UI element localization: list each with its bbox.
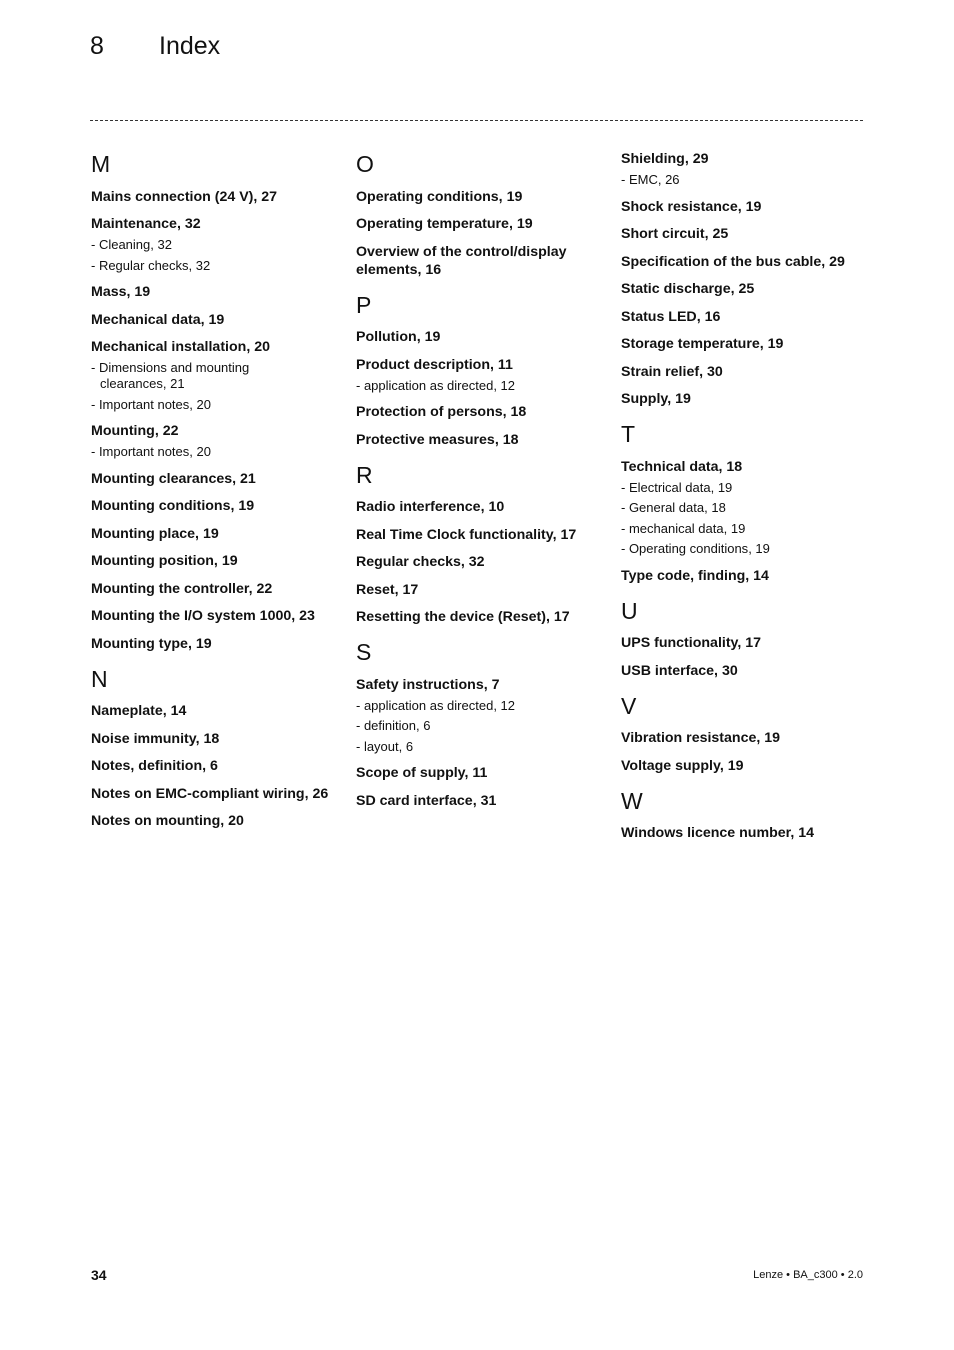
index-entry-page[interactable]: , 22 bbox=[249, 581, 273, 597]
index-entry-term: Radio interference bbox=[356, 499, 481, 515]
index-subentry-page[interactable]: , 20 bbox=[189, 397, 211, 412]
index-entry-page[interactable]: , 19 bbox=[214, 553, 238, 569]
index-entry-page[interactable]: , 29 bbox=[685, 151, 709, 167]
index-entry[interactable] bbox=[91, 552, 331, 570]
index-entry[interactable] bbox=[621, 757, 871, 775]
index-entry-term: Shielding bbox=[621, 151, 685, 167]
index-entry-term: Notes, definition bbox=[91, 758, 203, 774]
index-entry[interactable] bbox=[621, 824, 871, 842]
chapter-title: Index bbox=[159, 32, 221, 60]
index-entry-term: Mass bbox=[91, 284, 127, 300]
index-group bbox=[356, 150, 601, 279]
index-entry-term: Supply bbox=[621, 391, 668, 407]
index-entry-page[interactable]: , 17 bbox=[546, 609, 570, 625]
index-subentry[interactable] bbox=[621, 500, 871, 516]
index-entry[interactable] bbox=[621, 662, 871, 680]
index-entry-term: Mounting place bbox=[91, 525, 196, 542]
index-entry-term: Storage temperature bbox=[621, 336, 760, 352]
index-entry[interactable] bbox=[356, 764, 601, 782]
index-entry-page[interactable]: , 10 bbox=[481, 499, 505, 515]
index-entry[interactable] bbox=[621, 335, 871, 353]
index-entry-term: Mounting conditions bbox=[91, 498, 231, 514]
index-entry[interactable] bbox=[621, 567, 871, 585]
index-subentry-page[interactable]: , 12 bbox=[493, 698, 515, 713]
index-entry-term: Maintenance bbox=[91, 216, 177, 232]
index-entry-term: Type code, finding bbox=[621, 567, 746, 584]
index-group bbox=[356, 638, 601, 810]
index-entry-term: Mounting type bbox=[91, 635, 188, 652]
index-subentry-page[interactable]: , 19 bbox=[711, 480, 733, 495]
index-entry[interactable] bbox=[91, 283, 331, 301]
index-subentry[interactable] bbox=[356, 378, 601, 394]
index-subentry-term: - General data bbox=[621, 500, 705, 515]
index-entry[interactable] bbox=[621, 634, 871, 652]
index-subentry-term: - mechanical data bbox=[621, 520, 724, 536]
index-entry-page[interactable]: , 26 bbox=[305, 786, 329, 802]
index-letter-heading: N bbox=[91, 665, 108, 692]
index-entry-term: Mains connection (24 V) bbox=[91, 188, 254, 205]
index-entry-page[interactable]: , 18 bbox=[196, 731, 220, 747]
index-entry[interactable] bbox=[91, 422, 331, 440]
index-group bbox=[91, 150, 331, 653]
index-group bbox=[621, 150, 871, 408]
index-entry-term: Status LED bbox=[621, 308, 697, 325]
index-entry[interactable] bbox=[356, 431, 601, 449]
index-entry-page[interactable]: , 23 bbox=[291, 608, 315, 624]
index-entry-term: Product description bbox=[356, 356, 491, 373]
index-entry[interactable] bbox=[621, 198, 871, 216]
index-subentry[interactable] bbox=[91, 397, 331, 413]
index-entry-term: Nameplate bbox=[91, 703, 163, 719]
index-subentry[interactable] bbox=[91, 444, 331, 460]
index-subentry[interactable] bbox=[91, 237, 331, 253]
index-entry-page[interactable]: , 19 bbox=[756, 730, 780, 746]
index-entry-page[interactable]: , 19 bbox=[417, 329, 441, 345]
index-entry-page[interactable]: , 19 bbox=[230, 498, 254, 514]
index-entry-page[interactable]: , 31 bbox=[473, 793, 497, 809]
index-group bbox=[621, 420, 871, 585]
index-entry[interactable] bbox=[356, 792, 601, 810]
index-entry[interactable] bbox=[91, 215, 331, 233]
index-entry-page[interactable]: , 18 bbox=[503, 404, 527, 420]
index-entry-term: Strain relief bbox=[621, 363, 700, 380]
index-subentry[interactable] bbox=[621, 521, 871, 537]
index-subentry-term: - Dimensions and mounting clearances bbox=[91, 360, 250, 391]
index-entry[interactable] bbox=[621, 280, 871, 298]
index-subentry-page[interactable]: , 19 bbox=[724, 521, 746, 536]
index-entry-term: USB interface bbox=[621, 662, 715, 679]
index-subentry-term: - Regular checks bbox=[91, 257, 189, 273]
index-group bbox=[91, 665, 331, 831]
index-entry-page[interactable]: , 18 bbox=[495, 432, 519, 448]
index-entry-term: Voltage supply bbox=[621, 757, 720, 774]
index-group bbox=[356, 291, 601, 449]
index-entry-page[interactable]: , 27 bbox=[253, 189, 277, 205]
index-entry-page[interactable]: , 18 bbox=[719, 459, 743, 475]
index-subentry-term: - Operating conditions bbox=[621, 541, 749, 556]
index-entry-page[interactable]: , 17 bbox=[737, 635, 761, 651]
index-entry-page[interactable]: , 16 bbox=[697, 309, 721, 325]
index-subentry-page[interactable]: , 20 bbox=[189, 444, 211, 459]
index-entry[interactable] bbox=[356, 526, 601, 544]
index-entry[interactable] bbox=[356, 608, 601, 626]
index-entry-term: Noise immunity bbox=[91, 730, 196, 747]
index-subentry[interactable] bbox=[621, 172, 871, 188]
index-entry[interactable] bbox=[356, 403, 601, 421]
index-entry-page[interactable]: , 19 bbox=[201, 312, 225, 328]
index-letter-heading: U bbox=[621, 597, 638, 624]
index-entry[interactable] bbox=[91, 311, 331, 329]
index-subentry-term: - application as directed bbox=[356, 377, 494, 393]
index-entry[interactable] bbox=[621, 225, 871, 243]
index-entry-page[interactable]: , 19 bbox=[509, 216, 533, 232]
index-entry[interactable] bbox=[356, 243, 601, 279]
index-entry-page[interactable]: , 29 bbox=[821, 254, 845, 270]
index-entry-term: Operating temperature bbox=[356, 216, 509, 232]
index-entry[interactable] bbox=[356, 581, 601, 599]
index-subentry[interactable] bbox=[356, 739, 601, 755]
index-entry-term: Pollution bbox=[356, 329, 417, 345]
index-subentry-page[interactable]: , 32 bbox=[150, 237, 172, 252]
page-number: 34 bbox=[91, 1267, 107, 1283]
index-entry[interactable] bbox=[91, 702, 331, 720]
index-subentry[interactable] bbox=[621, 541, 871, 557]
index-entry-term: Protective measures bbox=[356, 431, 495, 448]
index-subentry-term: - EMC bbox=[621, 172, 658, 187]
index-letter-heading: V bbox=[621, 692, 637, 719]
index-entry[interactable] bbox=[356, 676, 601, 694]
index-subentry-page[interactable]: , 21 bbox=[163, 376, 185, 391]
index-entry-term: Mounting the controller bbox=[91, 580, 249, 597]
index-entry[interactable] bbox=[621, 458, 871, 476]
index-entry-term: Operating conditions bbox=[356, 188, 499, 205]
index-entry-term: Regular checks bbox=[356, 554, 461, 570]
index-entry[interactable] bbox=[356, 498, 601, 516]
index-entry-page[interactable]: , 16 bbox=[418, 262, 442, 278]
index-entry-page[interactable]: , 17 bbox=[553, 527, 577, 543]
index-letter-heading: M bbox=[91, 151, 111, 177]
index-entry[interactable] bbox=[91, 757, 331, 775]
index-entry[interactable] bbox=[91, 525, 331, 543]
index-subentry-term: - application as directed bbox=[356, 697, 494, 713]
index-entry-page[interactable]: , 19 bbox=[499, 189, 523, 205]
index-entry-term: Notes on EMC-compliant wiring bbox=[91, 785, 305, 802]
index-subentry[interactable] bbox=[356, 718, 601, 734]
index-entry-page[interactable]: , 11 bbox=[465, 765, 488, 781]
index-entry-page[interactable]: , 25 bbox=[731, 281, 755, 297]
index-entry[interactable] bbox=[91, 635, 331, 653]
index-entry-term: Protection of persons bbox=[356, 404, 503, 420]
index-subentry-page[interactable]: , 6 bbox=[416, 718, 430, 733]
index-entry[interactable] bbox=[91, 497, 331, 515]
index-subentry-page[interactable]: , 32 bbox=[189, 258, 211, 273]
index-entry-page[interactable]: , 19 bbox=[720, 758, 744, 774]
index-entry[interactable] bbox=[356, 356, 601, 374]
index-entry-page[interactable]: , 7 bbox=[484, 677, 500, 693]
index-entry-term: Mounting clearances bbox=[91, 470, 233, 487]
index-entry[interactable] bbox=[91, 580, 331, 598]
index-entry-term: Mechanical data bbox=[91, 311, 201, 328]
index-entry-term: Vibration resistance bbox=[621, 730, 757, 746]
index-entry-page[interactable]: , 19 bbox=[667, 391, 691, 407]
index-entry-page[interactable]: , 19 bbox=[188, 636, 212, 652]
index-subentry[interactable] bbox=[356, 698, 601, 714]
index-group bbox=[621, 597, 871, 680]
index-entry-page[interactable]: , 30 bbox=[714, 663, 738, 679]
index-letter-heading: P bbox=[356, 291, 372, 318]
index-subentry-term: - Important notes bbox=[91, 396, 190, 412]
index-entry-term: Static discharge bbox=[621, 281, 731, 297]
index-entry-term: Shock resistance bbox=[621, 198, 738, 215]
index-entry[interactable] bbox=[356, 328, 601, 346]
index-subentry-term: - Electrical data bbox=[621, 479, 711, 495]
index-entry-page[interactable]: , 19 bbox=[760, 336, 784, 352]
index-entry-term: Overview of the control/display elements bbox=[356, 243, 567, 278]
index-entry-term: Technical data bbox=[621, 458, 719, 475]
index-entry[interactable] bbox=[91, 470, 331, 488]
index-group bbox=[621, 692, 871, 775]
index-entry-term: Real Time Clock functionality bbox=[356, 526, 553, 543]
index-group bbox=[621, 787, 871, 843]
index-entry-term: Mounting position bbox=[91, 553, 214, 569]
index-entry-term: Mounting the I/O system 1000 bbox=[91, 608, 292, 624]
document-id: Lenze • BA_c300 • 2.0 bbox=[753, 1269, 863, 1281]
index-subentry-term: - Important notes bbox=[91, 444, 190, 459]
index-letter-heading: T bbox=[621, 421, 636, 447]
index-entry-page[interactable]: , 6 bbox=[202, 758, 218, 774]
index-entry-term: Mechanical installation bbox=[91, 339, 247, 355]
index-entry-page[interactable]: , 30 bbox=[699, 364, 723, 380]
index-entry-page[interactable]: , 11 bbox=[490, 357, 513, 373]
index-column-3 bbox=[621, 150, 871, 842]
index-entry[interactable] bbox=[621, 390, 871, 408]
index-entry-page[interactable]: , 19 bbox=[195, 526, 219, 542]
chapter-number: 8 bbox=[90, 32, 104, 60]
index-subentry-page[interactable]: , 26 bbox=[658, 172, 680, 187]
index-entry-term: UPS functionality bbox=[621, 635, 738, 651]
index-subentry-term: - layout bbox=[356, 738, 399, 754]
index-subentry-page[interactable]: , 19 bbox=[748, 541, 770, 556]
index-entry-page[interactable]: , 22 bbox=[155, 423, 179, 439]
index-entry-page[interactable]: , 20 bbox=[220, 813, 244, 829]
index-subentry[interactable] bbox=[91, 360, 331, 392]
index-entry-term: Specification of the bus cable bbox=[621, 253, 822, 270]
index-entry[interactable] bbox=[91, 812, 331, 830]
index-column-2 bbox=[356, 150, 601, 810]
index-group bbox=[356, 461, 601, 627]
index-entry-page[interactable]: , 19 bbox=[738, 199, 762, 215]
index-entry-term: Resetting the device (Reset) bbox=[356, 609, 547, 625]
index-entry-page[interactable]: , 14 bbox=[745, 568, 769, 584]
index-entry[interactable] bbox=[91, 607, 331, 625]
index-subentry[interactable] bbox=[91, 258, 331, 274]
index-entry[interactable] bbox=[621, 308, 871, 326]
index-entry[interactable] bbox=[356, 553, 601, 571]
index-entry-term: Short circuit bbox=[621, 226, 705, 242]
index-entry[interactable] bbox=[621, 253, 871, 271]
index-entry-term: Reset bbox=[356, 581, 395, 598]
index-entry[interactable] bbox=[91, 785, 331, 803]
index-entry-page[interactable]: , 25 bbox=[705, 226, 729, 242]
index-entry[interactable] bbox=[621, 363, 871, 381]
index-entry-page[interactable]: , 21 bbox=[232, 471, 256, 487]
index-letter-heading: R bbox=[356, 461, 373, 488]
index-entry[interactable] bbox=[356, 215, 601, 233]
index-entry-page[interactable]: , 20 bbox=[246, 339, 270, 355]
index-entry-term: Windows licence number bbox=[621, 825, 791, 841]
index-subentry-term: - definition bbox=[356, 718, 416, 733]
index-entry-term: Mounting bbox=[91, 423, 155, 439]
index-subentry-page[interactable]: , 18 bbox=[704, 500, 726, 515]
index-entry-term: Scope of supply bbox=[356, 765, 465, 781]
index-entry-term: Notes on mounting bbox=[91, 813, 221, 829]
index-entry-term: SD card interface bbox=[356, 792, 473, 809]
index-entry-page[interactable]: , 32 bbox=[177, 216, 201, 232]
index-entry-term: Safety instructions bbox=[356, 676, 484, 693]
index-letter-heading: W bbox=[621, 787, 643, 814]
index-entry[interactable] bbox=[91, 730, 331, 748]
index-letter-heading: S bbox=[356, 639, 372, 665]
index-column-1 bbox=[91, 150, 331, 830]
index-entry[interactable] bbox=[621, 150, 871, 168]
index-subentry[interactable] bbox=[621, 480, 871, 496]
index-entry-page[interactable]: , 19 bbox=[127, 284, 151, 300]
index-entry-page[interactable]: , 14 bbox=[790, 825, 814, 841]
index-entry[interactable] bbox=[91, 188, 331, 206]
index-subentry-page[interactable]: , 6 bbox=[399, 739, 413, 754]
index-entry-page[interactable]: , 17 bbox=[395, 582, 419, 598]
index-entry-page[interactable]: , 32 bbox=[461, 554, 485, 570]
index-subentry-page[interactable]: , 12 bbox=[493, 378, 515, 393]
index-entry[interactable] bbox=[356, 188, 601, 206]
index-entry[interactable] bbox=[621, 729, 871, 747]
index-letter-heading: O bbox=[356, 151, 374, 177]
index-subentry-term: - Cleaning bbox=[91, 237, 151, 252]
index-entry[interactable] bbox=[91, 338, 331, 356]
index-entry-page[interactable]: , 14 bbox=[163, 703, 187, 719]
